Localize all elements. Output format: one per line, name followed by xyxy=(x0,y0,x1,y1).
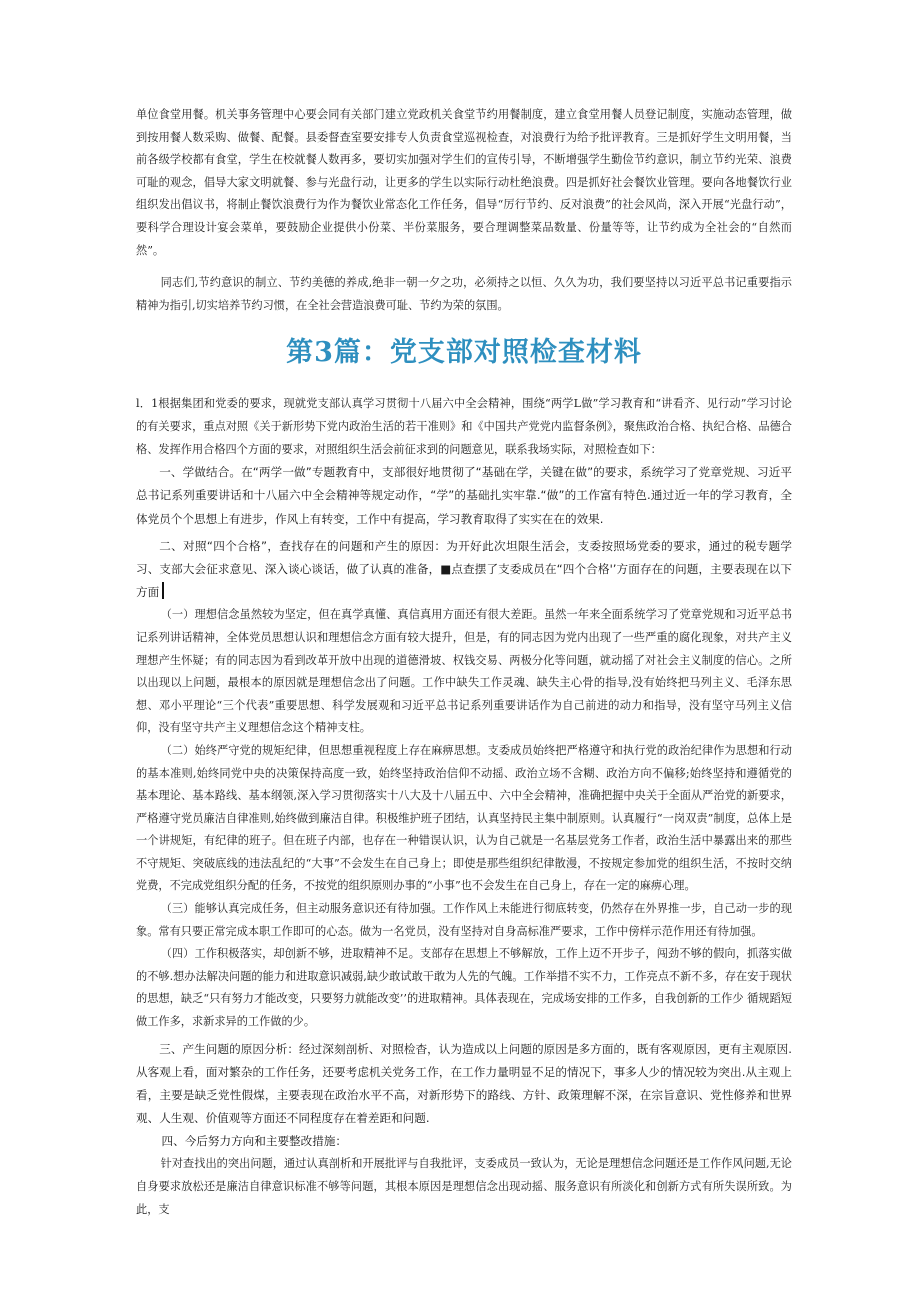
page-title: 第3篇：党支部对照检查材料 xyxy=(286,337,642,369)
item-3-paragraph: （三）能够认真完成任务，但主动服务意识还有待加强。工作作风上未能进行彻底转变，仍然存在外界推一步，自己动一步的现象。常有只要正常完成本职工作即可的心态。做为一名党员，没有坚持对自身高标准严要求，工作中傍样示范作用还有待加强。 xyxy=(136,902,792,938)
document-content xyxy=(136,104,792,1221)
item-2-paragraph: （二）始终严守党的规矩纪律，但思想重视程度上存在麻痹思想。支委成员始终把严格遵守和执行党的政治纪律作为思想和行动的基本准则,始终同党中央的决策保持高度一致，始终坚持政治信仰不动摇、政治立场不含糊、政治方向不偏移;始终坚持和遵循党的基本理论、基本路线、基本纲领,深入学习贯彻落实十八大及十八届五中、六中全会精神，准确把握中央关于全面从严治党的新要求，严格遵守党员廉洁自律准则,始终做到廉洁自律。积极维护班子团结，认真坚持民主集中制原则。认真履行“一岗双责”制度，总体上是一个讲规矩，有纪律的班子。但在班子内部，也存在一种错误认识，认为自己就是一名基层党务工作者，政治生活中暴露出来的那些不守规矩、突破底线的违法乱纪的“大事”不会发生在自己身上；即使是那些组织纪律散漫，不按规定参加党的组织生活，不按时交纳党费，不完成党组织分配的任务，不按党的组织原则办事的“小事”也不会发生在自己身上，存在一定的麻痹心理。 xyxy=(136,743,792,893)
text-cursor xyxy=(162,582,164,599)
section-2-text: 二、对照“四个合格”，查找存在的问题和产生的原因：为开好此次坦限生活会，支委按照场党委的要求，通过的税专题学习、支部大会征求意见、深入谈心谈话，做了认真的准备，■点查摆了支委成员在“四个合格'’方面存在的问题，主要表现在以下方面 xyxy=(136,538,792,600)
section-4-paragraph: 针对查找出的突出问题，通过认真剖析和开展批评与自我批评，支委成员一致认为，无论是理想信念问题还是工作作风问题,无论自身要求放松还是廉洁自律意识标准不够等问题，其根本原因是理想信念出现动摇、服务意识有所淡化和创新方式有所失误所致。为此，支 xyxy=(136,1157,792,1216)
section-2-paragraph xyxy=(136,535,792,605)
section-4-heading: 四、今后努力方向和主要整改措施： xyxy=(161,1134,348,1149)
section-3-paragraph: 三、产生问题的原因分析：经过深刻剖析、对照检杳，认为造成以上问题的原因是多方面的，既有客观原因，更有主观原因.从客观上看，面对繁杂的工作任务，还要考虑机关党务工作，在工作力量明显不足的情况下，事多人少的情况较为突出.从主观上看，主要是缺乏党性假煤，主要表现在政治水平不高，对新形势下的路线、方针、政策理解不深，在宗旨意识、党性修养和世界观、人生观、价值观等方面还不同程度存在着差距和问题. xyxy=(136,1041,792,1126)
item-4-paragraph: （四）工作积极落实，却创新不够，进取精神不足。支部存在思想上不够解放，工作上迈不开步子，闯劲不够的假向，抓落实做的不够.想办法解决问题的能力和进取意识减弱,缺少敢试敢干敢为人先的气魄。工作举措不实不力，工作亮点不新不多，存在安于现状的思想，缺乏“只有努力才能改变，只要努力就能改变’’的进取精神。具体表现在，完成场安排的工作多，自我创新的工作少 循规蹈短做工作多，求新求异的工作做的少。 xyxy=(136,947,792,1029)
section-1-paragraph: 一、学做结合。在“两学一做”专题教育中，支部很好地贯彻了“基础在学，关键在做”的要求，系统学习了党章党规、习近平总书记系列重要讲话和十八届六中全会精神等规定动作，“学”的基础扎实牢靠.“做”的工作富有特色.通过近一年的学习教育，全体党员个个思想上有进步，作风上有转变，工作中有提高，学习教育取得了实实在在的效果. xyxy=(136,465,792,526)
paragraph-top-1: 单位食堂用餐。机关事务管理中心要会同有关部门建立党政机关食堂节约用餐制度，建立食堂用餐人员登记制度，实施动态管理，做到按用餐人数采购、做餐、配餐。县委督查室要安排专人负责食堂巡视检查，对浪费行为给予批评教育。三是抓好学生文明用餐，当前各级学校都有食堂，学生在校就餐人数再多，要切实加强对学生们的宣传引导，不断增强学生勤俭节约意识，制立节约光荣、浪费可耻的观念，倡导大家文明就餐、参与光盘行动，让更多的学生以实际行动杜绝浪费。四是抓好社会餐饮业管理。要向各地餐饮行业组织发出倡议书，将制止餐饮浪费行为作为餐饮业常态化工作任务，倡导“厉行节约、反对浪费”的社会风尚，深入开展“光盘行动”，要科学合理设计宴会菜单，要鼓励企业提供小份菜、半份菜服务，要合理调整菜品数量、份量等等，让节约成为全社会的“自然而然”。 xyxy=(136,108,792,257)
paragraph-top-2: 同志们,节约意识的制立、节约美德的养成,绝非一朝一夕之功，必须持之以恒、久久为功，我们要坚持以习近平总书记重要指示精神为指引,切实培养节约习惯，在全社会营造浪费可耻、节约为荣的氛围。 xyxy=(136,276,792,312)
intro-paragraph: l．1根据集团和党委的要求，现就党支部认真学习贯彻十八届六中全会精神，围绕“两学L做”学习教育和“讲看齐、见行动”学习讨论的有关要求，重点对照《关于新形势下党内政治生活的若干准则》和《中国共产党党内监督条例》，聚焦政治合格、执纪合格、品德合格、发挥作用合格四个方面的要求，对照组织生活会前征求到的问题意见，联系我场实际，对照检查如下： xyxy=(136,397,792,456)
item-1-paragraph: （一）理想信念虽然较为坚定，但在真学真懂、真信真用方面还有很大差距。虽然一年来全面系统学习了党章党规和习近平总书记系列讲话精神，全体党员思想认识和理想信念方面有较大提升，但是，有的同志因为党内出现了一些严重的腐化现象，对共产主义理想产生怀疑；有的同志因为看到改革开放中出现的道德滑坡、权钱交易、两极分化等问题，就动摇了对社会主义制度的信心。之所以出现以上问题，最根本的原因就是理想信念出了问题。工作中缺失工作灵魂、缺失主心骨的指导,没有始终把马列主义、毛泽东思想、邓小平理论“三个代表”重要思想、科学发展观和习近平总书记系列重要讲话作为自己前进的动力和指导，没有坚守马列主义信仰，没有坚守共产主义理想信念这个精神支柱。 xyxy=(136,608,792,735)
